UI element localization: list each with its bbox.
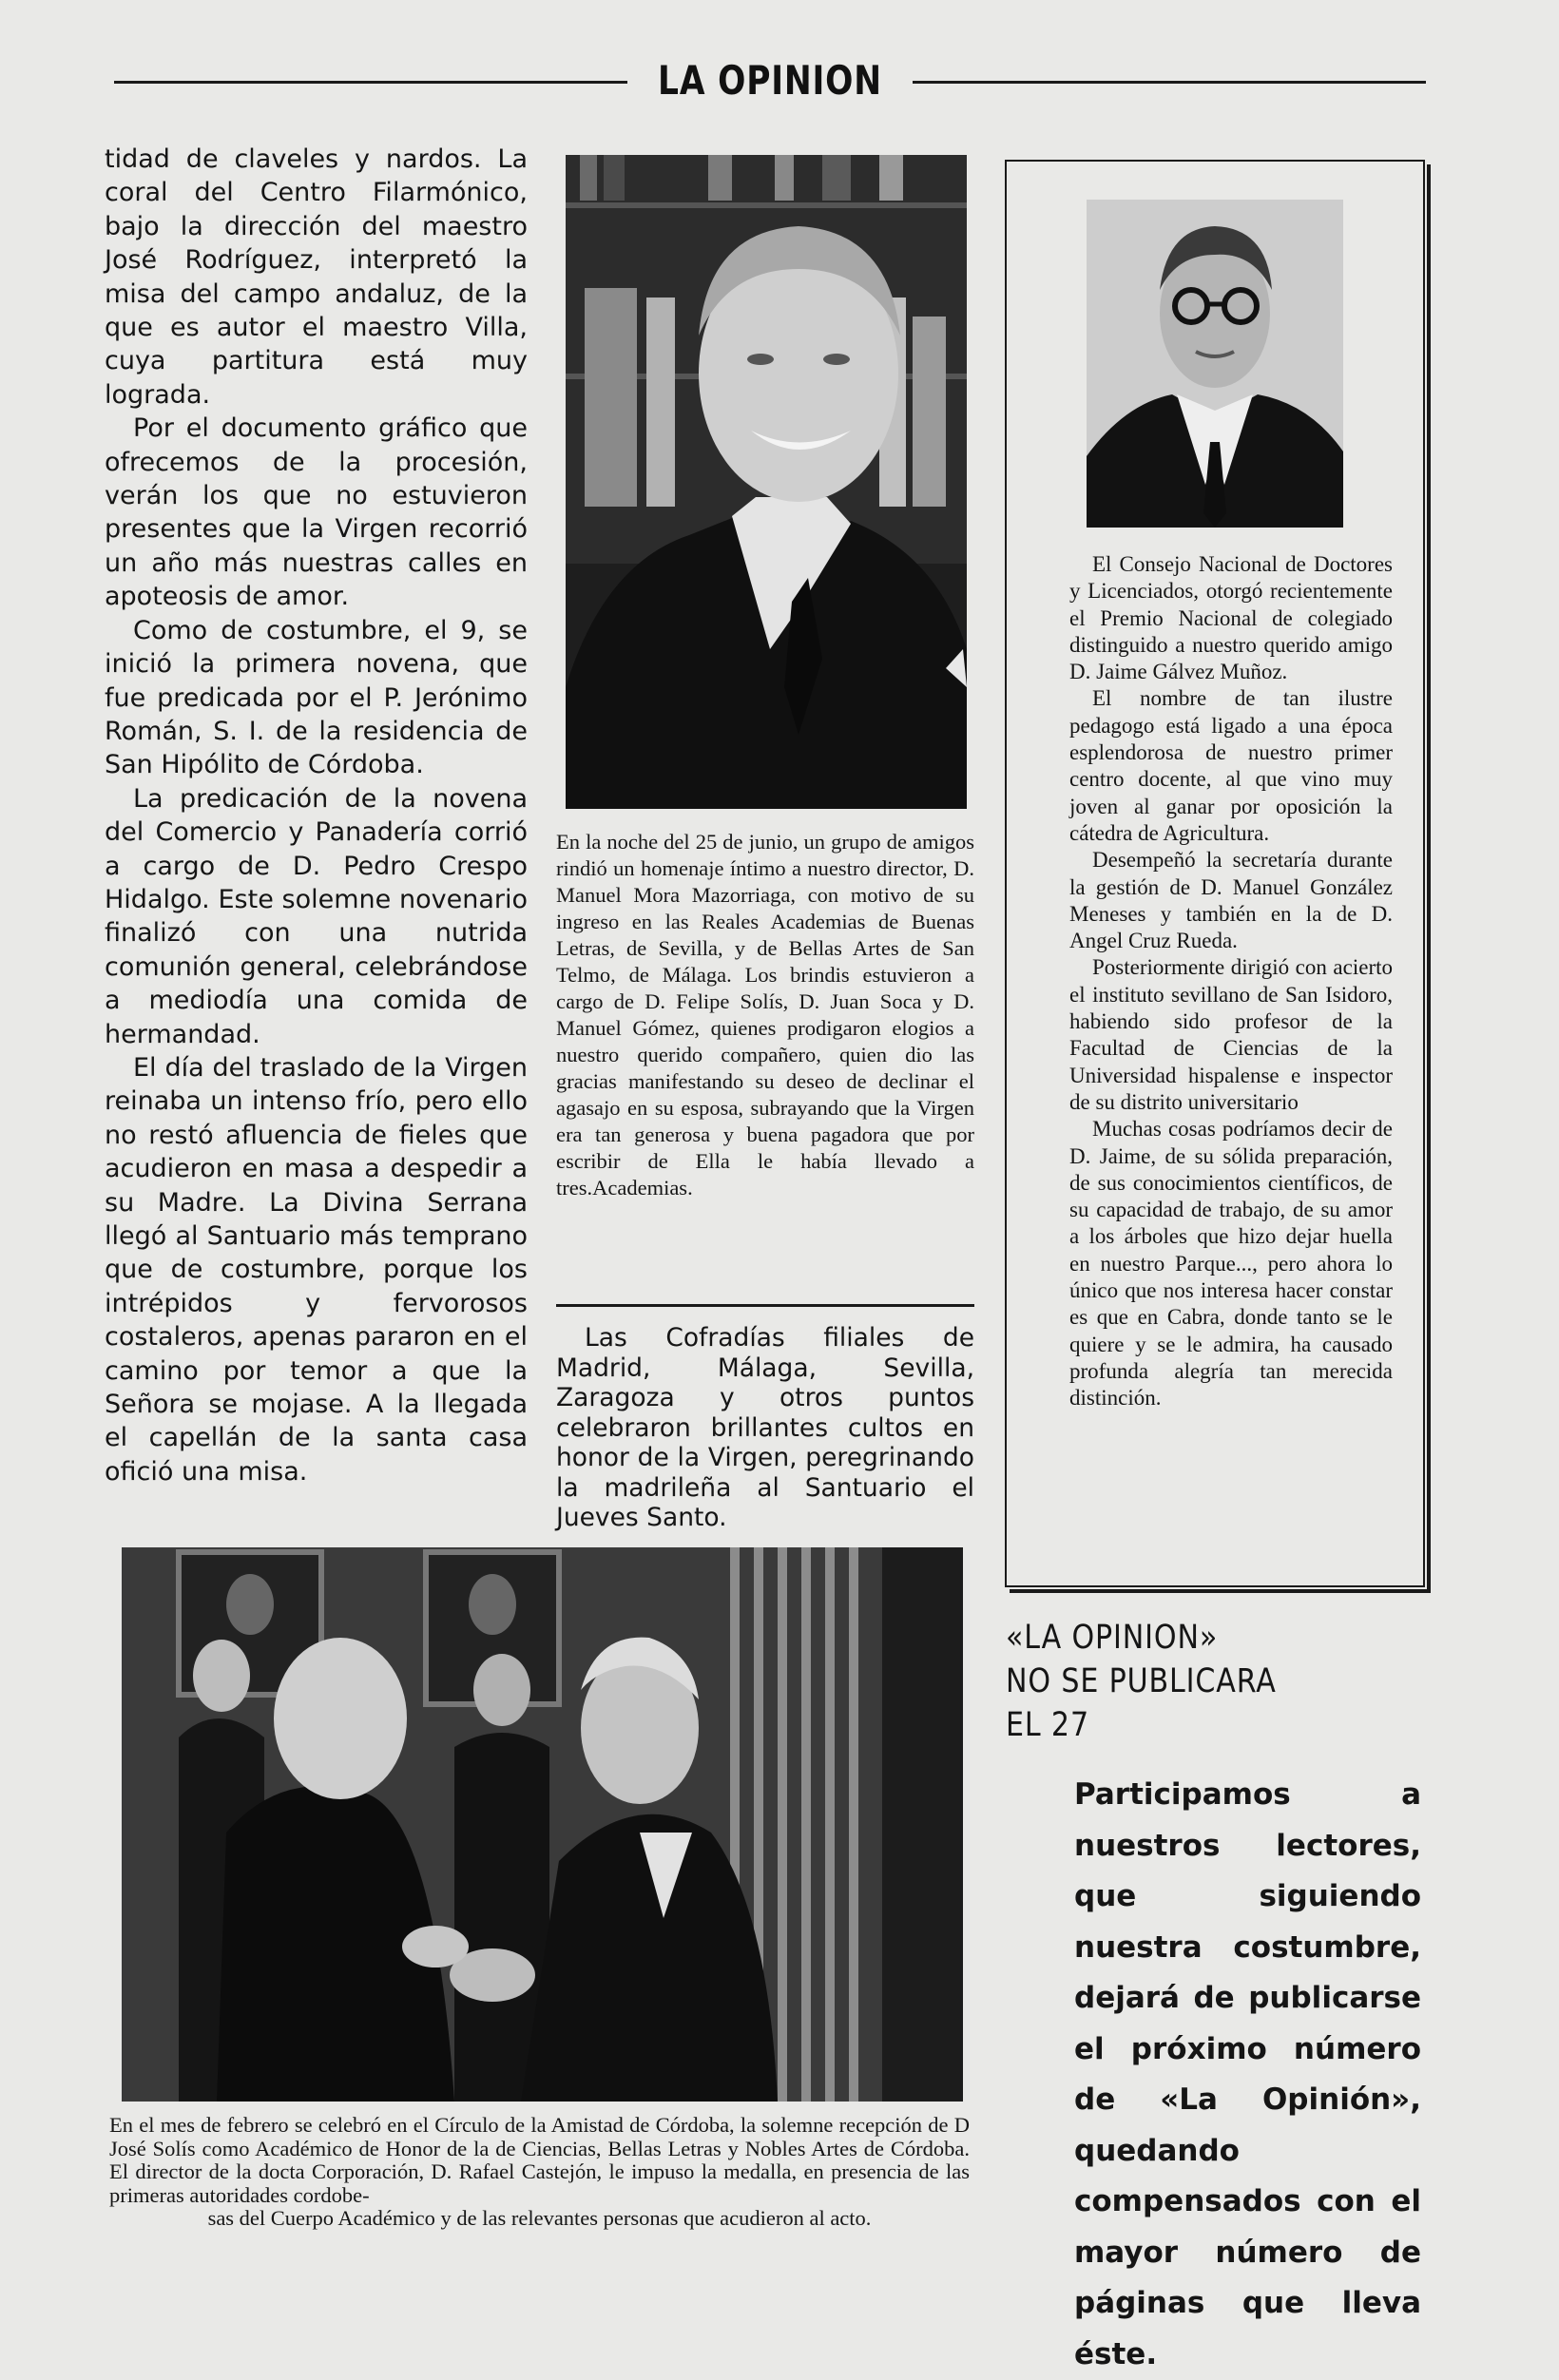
reception-caption-text: En el mes de febrero se celebró en el Círculo de la Amistad de Córdoba, la solemne recepción de D José Solís como Académico de Honor de la de Ciencias, Bellas Letras y Nobles Artes de Córdoba. El director de la docta Corporación, D. Rafael Castejón, le impuso la medalla, en presencia de las primeras autoridades cordobe- xyxy=(109,2113,970,2207)
award-paragraph: Muchas cosas podríamos decir de D. Jaime, de su sólida preparación, de sus conocimientos científicos, de su capacidad de trabajo, de su amor a los árboles que hizo dejar huella en nuestro Parque..., pero ahora lo único que nos interesa hacer constar es que en Cabra, donde tanto se le quiere y se le admira, ha causado profunda alegría tan merecida distinción. xyxy=(1069,1117,1393,1411)
header-rule-left xyxy=(114,81,627,84)
article-paragraph: tidad de claveles y nardos. La coral del Centro Filarmónico, bajo la dirección del maestro José Rodríguez, interpretó la misa del campo andaluz, de la que es autor el maestro Villa, cuya partitura está muy lograda. xyxy=(105,144,528,410)
article-paragraph: Como de costumbre, el 9, se inició la primera novena, que fue predicada por el P. Jerónimo Román, S. I. de la residencia de San Hipólito de Córdoba. xyxy=(105,615,528,780)
homage-caption: En la noche del 25 de junio, un grupo de amigos rindió un homenaje íntimo a nuestro director, D. Manuel Mora Mazorriaga, con motivo de su ingreso en las Reales Academias de Buenas Letras, de Sevilla, y de Bellas Artes de San Telmo, de Málaga. Los brindis estuvieron a cargo de D. Felipe Solís, D. Juan Soca y D. Manuel Gómez, quienes prodigaron elogios a nuestro querido compañero, quien dio las gracias manifestando su deseo de declinar el agasajo en su esposa, subrayando que la Virgen era tan generosa y buena pagadora que por escribir de Ella le había llevado a tres.Academias. xyxy=(556,830,974,1200)
reception-caption xyxy=(109,2114,970,2231)
photo-academy-reception xyxy=(122,1547,963,2102)
article-paragraph: El día del traslado de la Virgen reinaba un intenso frío, pero ello no restó afluencia de fieles que acudieron en masa a despedir a su Madre. La Divina Serrana llegó al Santuario más temprano que de costumbre, porque los intrépidos y fervorosos costaleros, apenas pararon en el camino por temor a que la Señora se mojase. A la llegada el capellán de la santa casa ofició una misa. xyxy=(105,1052,528,1487)
photo-jaime-galvez xyxy=(1087,200,1343,528)
award-paragraph: El Consejo Nacional de Doctores y Licenciados, otorgó recientemente el Premio Nacional de colegiado distinguido a nuestro querido amigo D. Jaime Gálvez Muñoz. xyxy=(1069,552,1393,684)
notice-heading-line: «LA OPINION» xyxy=(1006,1619,1219,1657)
award-paragraph: Posteriormente dirigió con acierto el instituto sevillano de San Isidoro, habiendo sido profesor de la Facultad de Ciencias de la Universidad hispalense e inspector de su distrito universitario xyxy=(1069,955,1393,1114)
award-paragraph: Desempeñó la secretaría durante la gestión de D. Manuel González Meneses y también en la de D. Angel Cruz Rueda. xyxy=(1069,848,1393,953)
notice-body: Participamos a nuestros lectores, que siguiendo nuestra costumbre, dejará de publicarse el próximo número de «La Opinión», quedando compensados con el mayor número de páginas que lleva éste. xyxy=(1074,1777,1421,2371)
article-paragraph: La predicación de la novena del Comercio y Panadería corrió a cargo de D. Pedro Crespo Hidalgo. Este solemne novenario finalizó con una nutrida comunión general, celebrándose a mediodía una comida de hermandad. xyxy=(105,783,528,1049)
header-rule-right xyxy=(913,81,1426,84)
cofradias-paragraph: Las Cofradías filiales de Madrid, Málaga, Sevilla, Zaragoza y otros puntos celebraron brillantes cultos en honor de la Virgen, peregrinando la madrileña al Santuario el Jueves Santo. xyxy=(556,1323,974,1532)
middle-divider xyxy=(556,1304,974,1307)
award-article xyxy=(1069,551,1393,1412)
notice-heading xyxy=(1006,1616,1424,1747)
notice-heading-line: NO SE PUBLICARA xyxy=(1006,1662,1277,1700)
left-column-article xyxy=(105,143,528,1488)
masthead-title: LA OPINION xyxy=(658,57,882,104)
reception-caption-last-line: sas del Cuerpo Académico y de las relevantes personas que acudieron al acto. xyxy=(207,2206,872,2230)
award-paragraph: El nombre de tan ilustre pedagogo está ligado a una época esplendorosa de nuestro primer centro docente, al que vino muy joven al ganar por oposición la cátedra de Agricultura. xyxy=(1069,686,1393,845)
notice-heading-line: EL 27 xyxy=(1006,1706,1089,1744)
article-paragraph: Por el documento gráfico que ofrecemos de la procesión, verán los que no estuvieron presentes que la Virgen recorrió un año más nuestras calles en apoteosis de amor. xyxy=(105,413,528,612)
photo-director-portrait xyxy=(566,155,967,809)
